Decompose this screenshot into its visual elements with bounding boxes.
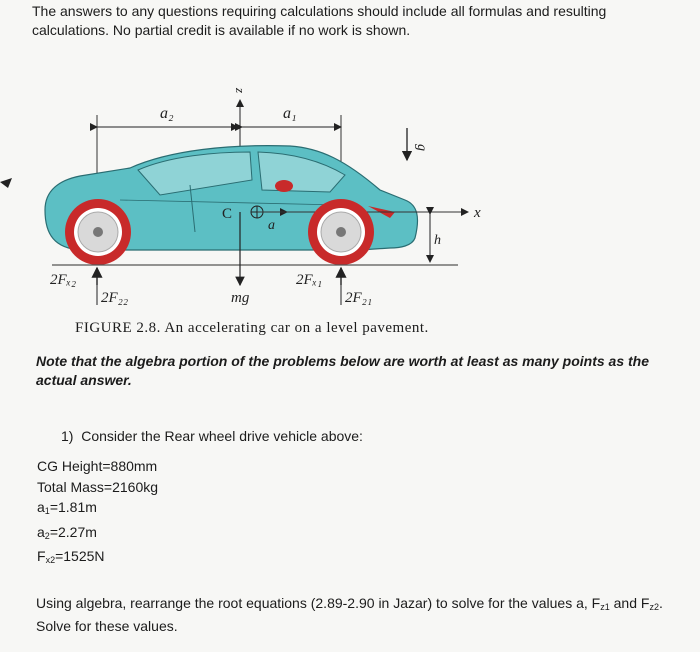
given-a2: $a_2=2.27m$ (37, 523, 97, 541)
given-cg-height: CG Height=880mm (37, 458, 158, 474)
label-cg: C (222, 206, 233, 222)
rear-wheel (65, 199, 131, 265)
given-values (37, 456, 158, 571)
label-2fx2: 2Fₓ₂ (50, 272, 77, 288)
label-2fz1: 2F₂₁ (345, 290, 373, 306)
label-mg: mg (231, 290, 250, 306)
note-text: Note that the algebra portion of the problems below are worth at least as many points as the actual answer. (36, 353, 649, 388)
given-total-mass: Total Mass=2160kg (37, 478, 159, 495)
label-z: z (233, 88, 248, 94)
given-fx2: $F_{x2}=1525N$ (37, 548, 105, 565)
intro-text: The answers to any questions requiring calculations should include all formulas and resulting calculations. No partial credit is available if no work is shown. (32, 3, 607, 38)
mouse-cursor-icon (0, 178, 14, 194)
question-1: 1) Consider the Rear wheel drive vehicle above: (61, 428, 363, 444)
label-h: h (434, 233, 441, 248)
label-x: x (474, 205, 481, 221)
label-a: a (268, 218, 275, 233)
figure-caption: FIGURE 2.8. An accelerating car on a level pavement. (75, 320, 429, 336)
label-a1: a₁ (283, 105, 297, 122)
label-a2: a₂ (160, 105, 174, 122)
label-2fz2: 2F₂₂ (101, 290, 129, 306)
front-wheel (308, 199, 374, 265)
label-g: g (414, 144, 429, 151)
label-2fx1: 2Fₓ₁ (296, 272, 323, 288)
steering-wheel (275, 180, 293, 192)
instruction-text: Using algebra, rearrange the root equations (2.89-2.90 in Jazar) to solve for the values a, $F_{z1}$ and $F_{z2}$. Solve for these values. (36, 595, 663, 634)
given-a1: $a_1=1.81m$ (37, 499, 97, 516)
